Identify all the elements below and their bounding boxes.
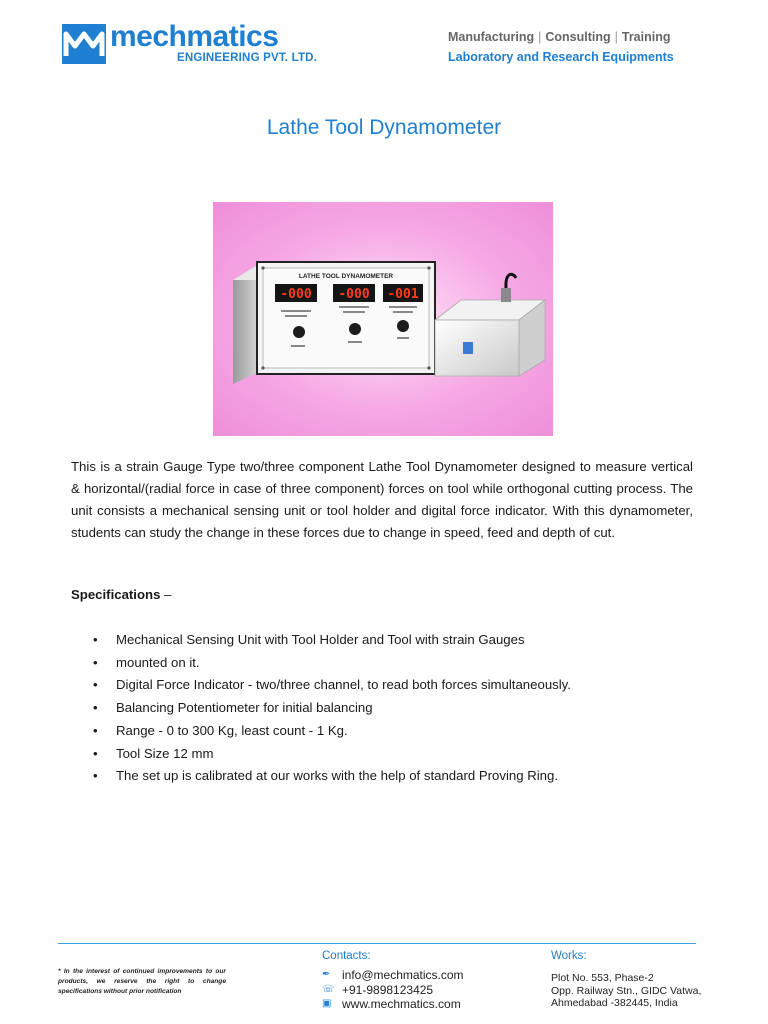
list-item [93, 652, 571, 675]
product-photo [213, 202, 553, 436]
services-line [448, 30, 671, 44]
contacts-block [322, 968, 464, 1012]
bullet: • [93, 632, 98, 647]
contact-website[interactable]: www.mechmatics.com [342, 997, 461, 1011]
logo-mark-icon [62, 24, 106, 64]
works-address [551, 972, 701, 1010]
brand-name: mechmatics [110, 20, 279, 53]
contact-website-row [322, 997, 464, 1012]
list-item [93, 743, 571, 766]
footer-disclaimer: * In the interest of continued improvements to our products, we reserve the right to change specifications without prior notification [58, 968, 226, 995]
list-item-text: Balancing Potentiometer for initial balancing [116, 700, 373, 716]
bullet: • [93, 745, 98, 761]
bullet: • [93, 654, 98, 670]
list-item-text: The set up is calibrated at our works with the help of standard Proving Ring. [116, 768, 559, 784]
list-item [93, 697, 571, 720]
address-line: Plot No. 553, Phase-2 [551, 972, 654, 984]
service-consulting: Consulting [545, 30, 611, 44]
page-title: Lathe Tool Dynamometer [266, 116, 502, 139]
contact-phone-row [322, 983, 464, 998]
separator: | [538, 30, 542, 44]
bullet: • [93, 700, 98, 716]
list-item [93, 674, 571, 697]
tagline: Laboratory and Research Equipments [448, 50, 674, 64]
address-line: Ahmedabad -382445, India [551, 997, 678, 1009]
specifications-heading-label: Specifications [71, 587, 161, 602]
specifications-list [93, 629, 571, 788]
bullet: • [93, 768, 98, 784]
bullet: • [93, 677, 98, 693]
email-icon: ✒ [322, 969, 331, 980]
company-logo [62, 22, 322, 72]
footer-divider [58, 943, 696, 944]
list-item-text: Mechanical Sensing Unit with Tool Holder and Tool with strain Gauges [116, 632, 525, 647]
list-item-text: Tool Size 12 mm [116, 745, 214, 761]
computer-icon: ▣ [322, 998, 332, 1009]
list-item-text: Digital Force Indicator - two/three channel, to read both forces simultaneously. [116, 677, 571, 693]
list-item [93, 720, 571, 743]
specifications-heading-dash: – [160, 587, 172, 602]
works-heading: Works: [551, 950, 587, 962]
address-line: Opp. Railway Stn., GIDC Vatwa, [551, 984, 702, 997]
contact-email[interactable]: info@mechmatics.com [342, 968, 464, 982]
display-feed: -000 [338, 287, 370, 302]
service-training: Training [621, 30, 671, 44]
list-item-text: mounted on it. [116, 654, 200, 670]
contact-phone[interactable]: +91-9898123425 [342, 982, 434, 997]
service-manufacturing: Manufacturing [448, 30, 535, 44]
specifications-heading [71, 587, 171, 602]
display-radial: -001 [387, 287, 419, 302]
brand-subtitle: ENGINEERING PVT. LTD. [177, 52, 318, 64]
panel-title: LATHE TOOL DYNAMOMETER [298, 273, 394, 280]
bullet: • [93, 722, 98, 738]
list-item [93, 629, 571, 652]
contacts-heading: Contacts: [322, 950, 371, 962]
list-item [93, 765, 571, 788]
product-description: This is a strain Gauge Type two/three component Lathe Tool Dynamometer designed to measure vertical & horizontal/(radial force in case of three component) forces on tool while orthogonal cutting process. The unit consists a mechanical sensing unit or tool holder and digital force indicator. With this dynamometer, students can study the change in these forces due to change in speed, feed and depth of cut. [71, 459, 693, 540]
list-item-text: Range - 0 to 300 Kg, least count - 1 Kg. [116, 722, 348, 738]
contact-email-row [322, 968, 464, 983]
phone-icon: ☏ [322, 983, 335, 995]
separator: | [614, 30, 618, 44]
display-thrust: -000 [280, 287, 312, 302]
